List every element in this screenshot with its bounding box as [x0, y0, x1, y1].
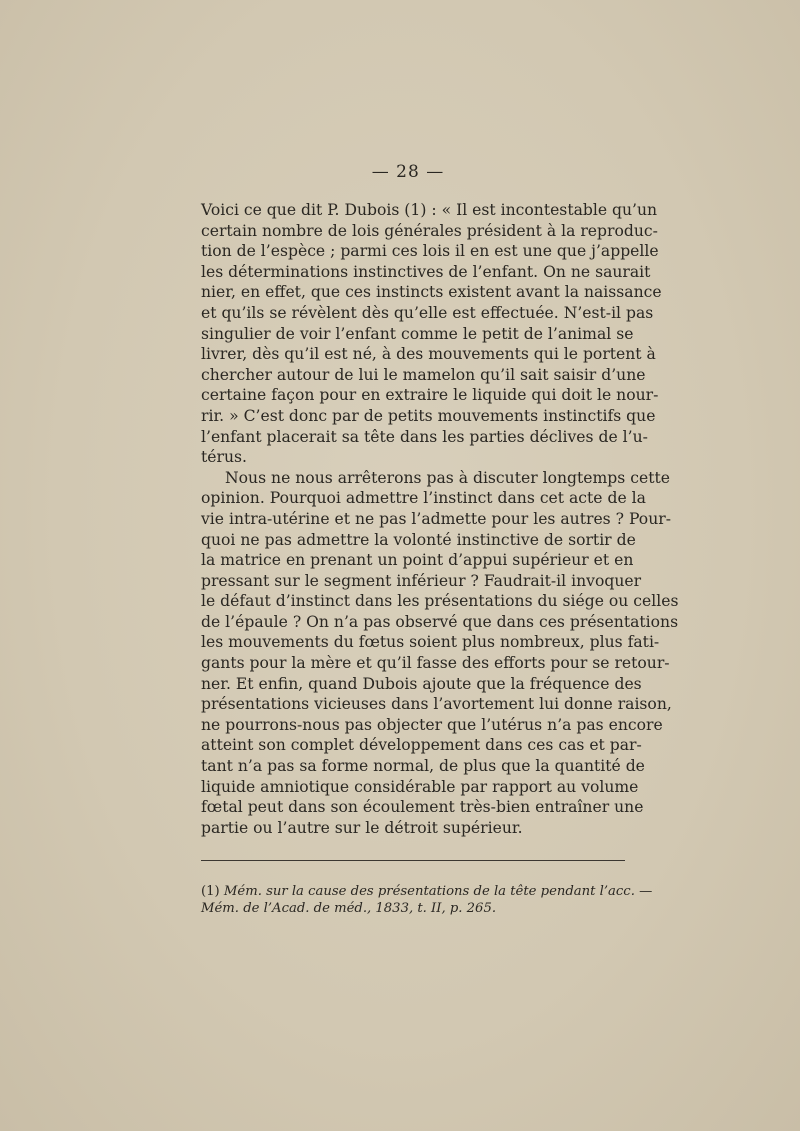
text-line: partie ou l’autre sur le détroit supérieur. — [201, 818, 523, 837]
footnote-line-2: Mém. de l’Acad. de méd., 1833, t. II, p. 265. — [201, 900, 497, 916]
text-line: les mouvements du fœtus soient plus nombreux, plus fati- — [201, 633, 660, 652]
footnote-line-1 — [201, 884, 653, 901]
text-line: les déterminations instinctives de l’enfant. On ne saurait — [201, 262, 651, 281]
text-line: certain nombre de lois générales président à la reproduc- — [201, 221, 658, 240]
text-line: rir. » C’est donc par de petits mouvements instinctifs que — [201, 406, 656, 425]
text-line: Nous ne nous arrêterons pas à discuter longtemps cette — [225, 468, 670, 487]
text-line: pressant sur le segment inférieur ? Faudrait-il invoquer — [201, 571, 642, 590]
text-line: de l’épaule ? On n’a pas observé que dans ces présentations — [201, 612, 679, 631]
body-text — [201, 200, 679, 838]
text-line: la matrice en prenant un point d’appui supérieur et en — [201, 551, 634, 570]
footnote — [201, 884, 653, 917]
page-number: — 28 — — [371, 162, 445, 182]
text-line: quoi ne pas admettre la volonté instinctive de sortir de — [201, 530, 636, 549]
text-line: vie intra-utérine et ne pas l’admette pour les autres ? Pour- — [201, 509, 671, 528]
footnote-divider — [201, 860, 625, 861]
text-line: atteint son complet développement dans ces cas et par- — [201, 736, 642, 755]
text-line: livrer, dès qu’il est né, à des mouvements qui le portent à — [201, 345, 656, 364]
text-line: opinion. Pourquoi admettre l’instinct dans cet acte de la — [201, 489, 646, 508]
text-line: gants pour la mère et qu’il fasse des efforts pour se retour- — [201, 654, 670, 673]
text-line: le défaut d’instinct dans les présentations du siége ou celles — [201, 592, 679, 611]
text-line: ner. Et enfin, quand Dubois ajoute que la fréquence des — [201, 674, 642, 693]
text-line: ne pourrons-nous pas objecter que l’utérus n’a pas encore — [201, 715, 663, 734]
paragraph-2 — [201, 468, 679, 839]
text-line: et qu’ils se révèlent dès qu’elle est effectuée. N’est-il pas — [201, 303, 654, 322]
footnote-marker: (1) — [201, 884, 220, 899]
paragraph-1 — [201, 200, 662, 468]
text-line: Voici ce que dit P. Dubois (1) : « Il est incontestable qu’un — [201, 201, 658, 219]
text-line: présentations vicieuses dans l’avortement lui donne raison, — [201, 695, 672, 714]
text-line: l’enfant placerait sa tête dans les parties déclives de l’u- — [201, 427, 648, 446]
text-line: chercher autour de lui le mamelon qu’il sait saisir d’une — [201, 365, 646, 384]
text-line: liquide amniotique considérable par rapport au volume — [201, 777, 639, 796]
footnote-text: Mém. sur la cause des présentations de la tête pendant l’acc. — — [223, 884, 653, 899]
text-line: fœtal peut dans son écoulement très-bien entraîner une — [201, 798, 644, 817]
text-line: singulier de voir l’enfant comme le petit de l’animal se — [201, 324, 634, 343]
text-line: tion de l’espèce ; parmi ces lois il en est une que j’appelle — [201, 242, 659, 261]
text-line: nier, en effet, que ces instincts existent avant la naissance — [201, 283, 662, 302]
text-line: certaine façon pour en extraire le liquide qui doit le nour- — [201, 386, 659, 405]
text-line: térus. — [201, 448, 247, 467]
text-line: tant n’a pas sa forme normal, de plus que la quantité de — [201, 757, 645, 776]
